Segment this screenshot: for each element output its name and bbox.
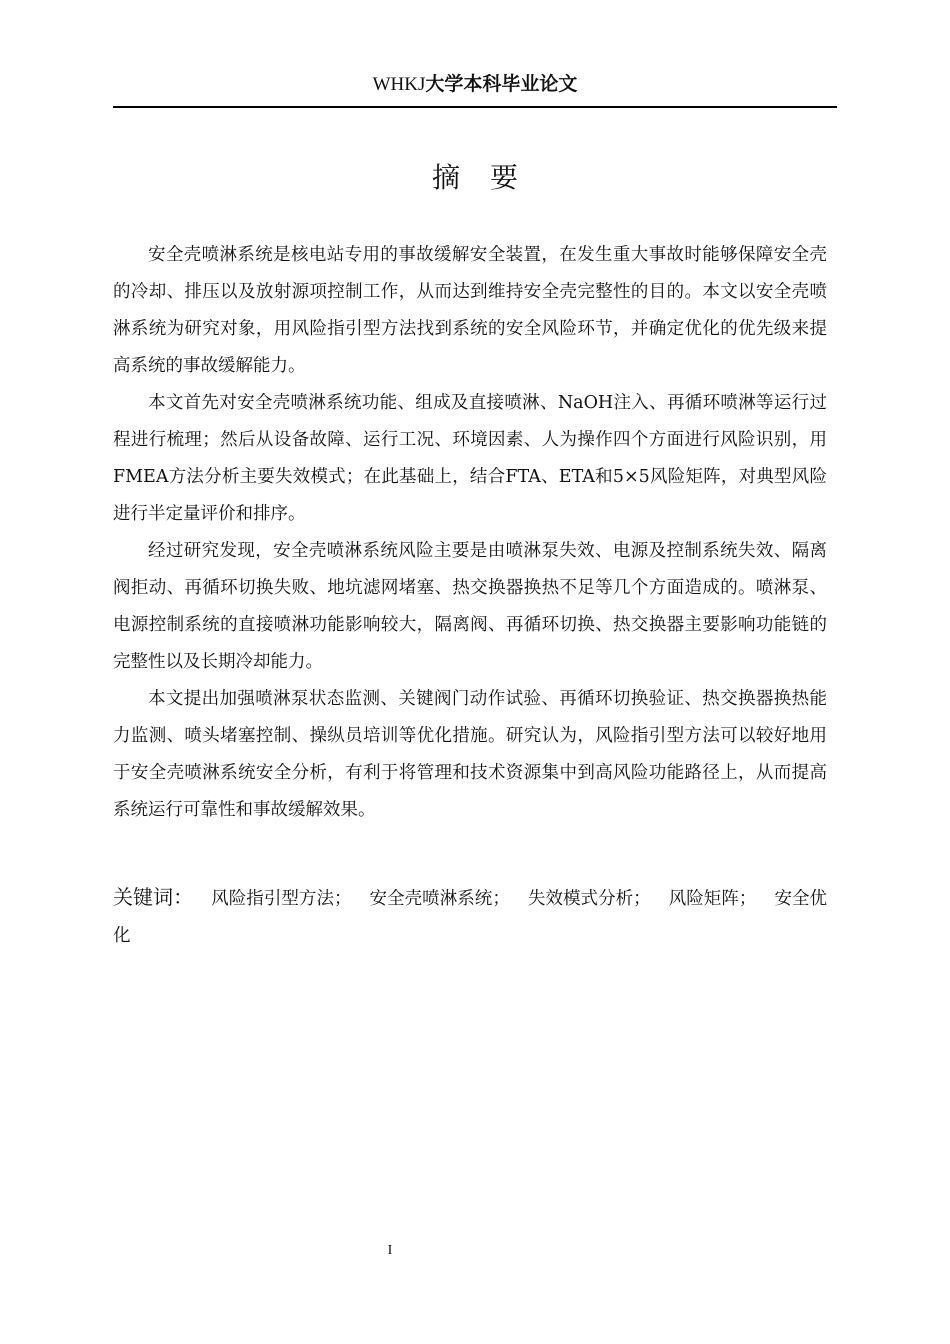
abstract-title: 摘要 <box>431 161 548 194</box>
keyword-item: 风险指引型方法； <box>211 889 352 909</box>
keyword-item: 安全壳喷淋系统； <box>369 889 510 909</box>
abstract-body <box>113 237 827 829</box>
abstract-paragraph: 本文首先对安全壳喷淋系统功能、组成及直接喷淋、NaOH注入、再循环喷淋等运行过程进行梳理；然后从设备故障、运行工况、环境因素、人为操作四个方面进行风险识别，用FMEA方法分析主要失效模式；在此基础上，结合FTA、ETA和5×5风险矩阵，对典型风险进行半定量评价和排序。 <box>113 393 827 524</box>
running-header <box>113 66 837 108</box>
keyword-item: 风险矩阵； <box>668 889 757 909</box>
keyword-item: 失效模式分析； <box>527 889 651 909</box>
keyword-item: 安全优化 <box>113 889 828 946</box>
header-latin: WHKJ <box>372 74 426 95</box>
keywords-line <box>113 879 827 955</box>
header-title: 大学本科毕业论文 <box>425 73 578 95</box>
abstract-paragraph: 本文提出加强喷淋泵状态监测、关键阀门动作试验、再循环切换验证、热交换器换热能力监测、喷头堵塞控制、操纵员培训等优化措施。研究认为，风险指引型方法可以较好地用于安全壳喷淋系统安全分析，有利于将管理和技术资源集中到高风险功能路径上，从而提高系统运行可靠性和事故缓解效果。 <box>113 689 827 820</box>
abstract-paragraph: 安全壳喷淋系统是核电站专用的事故缓解安全装置，在发生重大事故时能够保障安全壳的冷却、排压以及放射源项控制工作，从而达到维持安全壳完整性的目的。本文以安全壳喷淋系统为研究对象，用风险指引型方法找到系统的安全风险环节，并确定优化的优先级来提高系统的事故缓解能力。 <box>113 245 827 376</box>
page-number: I <box>387 1243 393 1258</box>
abstract-paragraph: 经过研究发现，安全壳喷淋系统风险主要是由喷淋泵失效、电源及控制系统失效、隔离阀拒动、再循环切换失败、地坑滤网堵塞、热交换器换热不足等几个方面造成的。喷淋泵、电源控制系统的直接喷淋功能影响较大，隔离阀、再循环切换、热交换器主要影响功能链的完整性以及长期冷却能力。 <box>113 541 827 672</box>
keywords-label: 关键词： <box>113 885 194 909</box>
